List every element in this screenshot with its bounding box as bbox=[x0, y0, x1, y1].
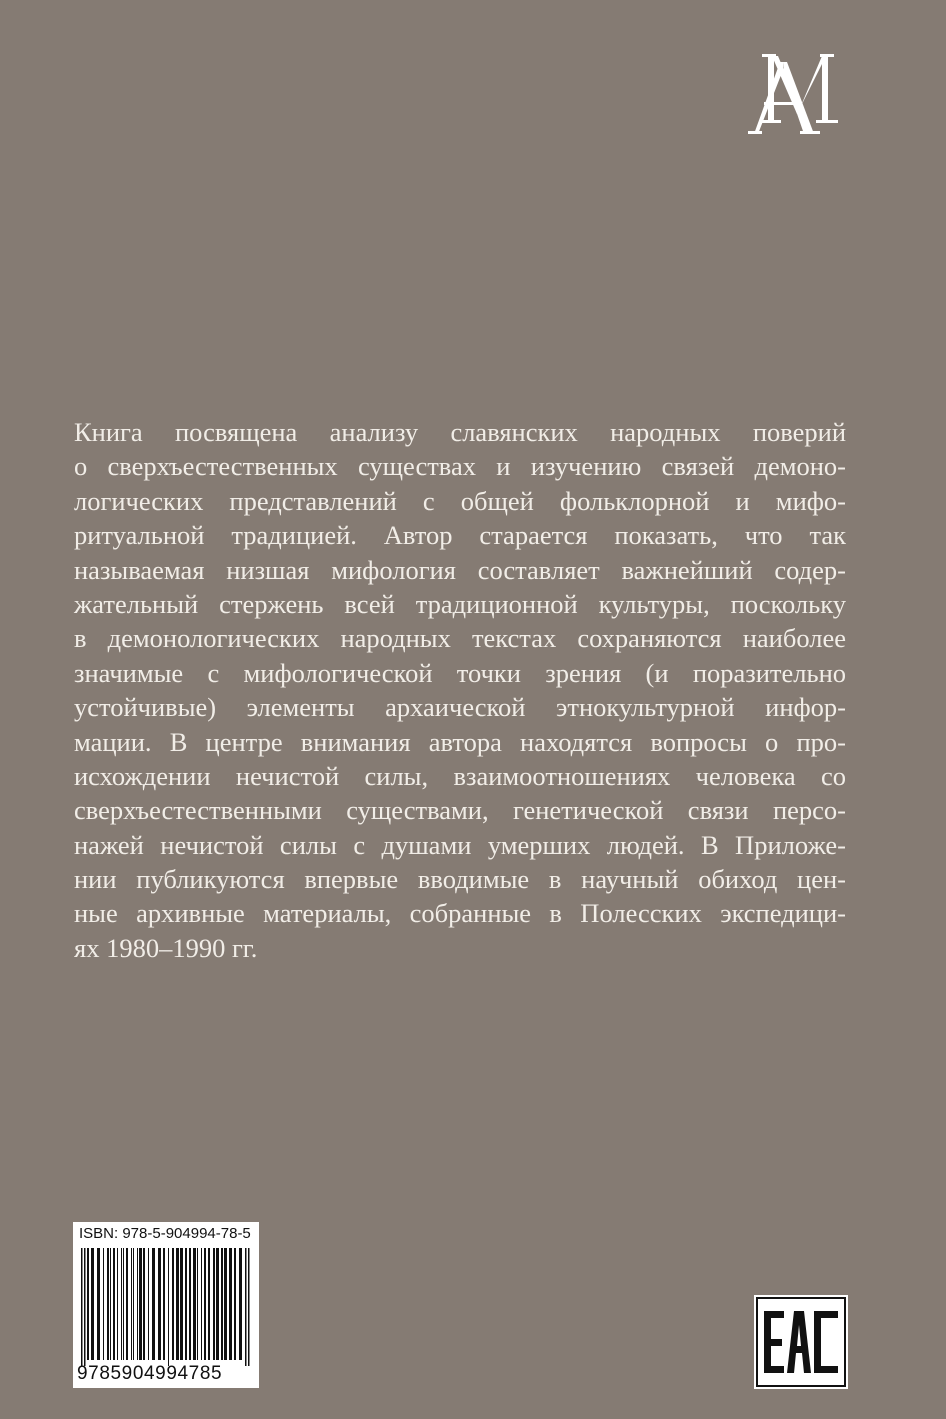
annotation-line: жательный стержень всей традиционной культуры, поскольку bbox=[74, 588, 846, 619]
barcode-bar bbox=[97, 1248, 100, 1360]
barcode-bar bbox=[103, 1248, 104, 1360]
barcode-bar bbox=[163, 1248, 165, 1360]
book-annotation-text bbox=[74, 415, 846, 965]
barcode-bar bbox=[248, 1248, 250, 1366]
barcode-bar bbox=[143, 1248, 145, 1360]
barcode-bar bbox=[234, 1248, 236, 1360]
annotation-line: сверхъестественными существами, генетической связи персо- bbox=[74, 795, 846, 826]
barcode-bar bbox=[224, 1248, 227, 1360]
eac-mark-svg bbox=[754, 1295, 848, 1389]
barcode-bar bbox=[193, 1248, 196, 1360]
barcode-bar bbox=[107, 1248, 109, 1360]
barcode-bar bbox=[239, 1248, 242, 1360]
barcode-bar bbox=[221, 1248, 223, 1360]
annotation-line: ные архивные материалы, собранные в Полесских экспедици- bbox=[74, 898, 846, 929]
barcode-bar bbox=[148, 1248, 149, 1360]
publisher-monogram-svg bbox=[748, 42, 848, 136]
annotation-line: о сверхъестественных существах и изучению связей демоно- bbox=[74, 451, 846, 482]
barcode-bar bbox=[117, 1248, 118, 1360]
barcode-bar bbox=[216, 1248, 219, 1360]
annotation-line: нии публикуются впервые вводимые в научный обиход цен- bbox=[74, 864, 846, 895]
barcode-bar bbox=[172, 1248, 174, 1360]
barcode-bar bbox=[84, 1248, 86, 1366]
barcode-bar bbox=[126, 1248, 128, 1360]
barcode-bar bbox=[176, 1248, 179, 1360]
barcode-bar bbox=[87, 1248, 89, 1360]
barcode-bar bbox=[204, 1248, 206, 1360]
annotation-line: Книга посвящена анализу славянских народных поверий bbox=[74, 417, 846, 447]
barcode-bar bbox=[189, 1248, 191, 1360]
barcode-bar bbox=[208, 1248, 210, 1360]
barcode-bar bbox=[197, 1248, 198, 1360]
barcode-bar bbox=[168, 1248, 169, 1366]
barcode-bar bbox=[201, 1248, 202, 1360]
barcode-bar bbox=[185, 1248, 187, 1360]
annotation-line: называемая низшая мифология составляет важнейший содер- bbox=[74, 554, 846, 585]
barcode-bar bbox=[81, 1248, 83, 1366]
barcode-bar bbox=[213, 1248, 215, 1360]
annotation-line: исхождении нечистой силы, взаимоотношениях человека со bbox=[74, 760, 846, 791]
barcode-bar bbox=[158, 1248, 161, 1360]
barcode-bar bbox=[91, 1248, 94, 1360]
barcode-bar bbox=[113, 1248, 115, 1360]
barcode-bar bbox=[121, 1248, 122, 1360]
annotation-line: в демонологических народных текстах сохраняются наиболее bbox=[74, 623, 846, 654]
annotation-line: устойчивые) элементы архаической этнокультурной инфор- bbox=[74, 692, 846, 723]
barcode-bar bbox=[152, 1248, 155, 1360]
isbn-barcode-panel bbox=[73, 1222, 259, 1388]
annotation-line: ях 1980–1990 гг. bbox=[74, 932, 258, 963]
annotation-line: логических представлений с общей фольклорной и мифо- bbox=[74, 485, 846, 516]
barcode-digits: 9785904994785 bbox=[77, 1363, 223, 1384]
annotation-line: значимые с мифологической точки зрения (и поразительно bbox=[74, 657, 846, 688]
barcode-bar bbox=[229, 1248, 232, 1360]
isbn-label: ISBN: 978-5-904994-78-5 bbox=[79, 1225, 251, 1242]
barcode-bar bbox=[131, 1248, 132, 1360]
annotation-line: нажей нечистой силы с душами умерших людей. В Приложе- bbox=[74, 829, 846, 860]
annotation-line: ритуальной традицией. Автор старается показать, что так bbox=[74, 520, 846, 551]
eac-mark-icon bbox=[754, 1295, 848, 1389]
barcode-bar bbox=[123, 1248, 124, 1360]
barcode-bar bbox=[245, 1248, 247, 1366]
barcode-bar bbox=[180, 1248, 183, 1360]
publisher-monogram-icon bbox=[748, 42, 848, 136]
barcode-bar bbox=[137, 1248, 138, 1360]
barcode-bar bbox=[133, 1248, 134, 1360]
barcode-icon bbox=[73, 1244, 259, 1366]
barcode-bar bbox=[139, 1248, 142, 1360]
barcode-bar bbox=[110, 1248, 111, 1360]
annotation-line: мации. В центре внимания автора находятся вопросы о про- bbox=[74, 726, 846, 757]
